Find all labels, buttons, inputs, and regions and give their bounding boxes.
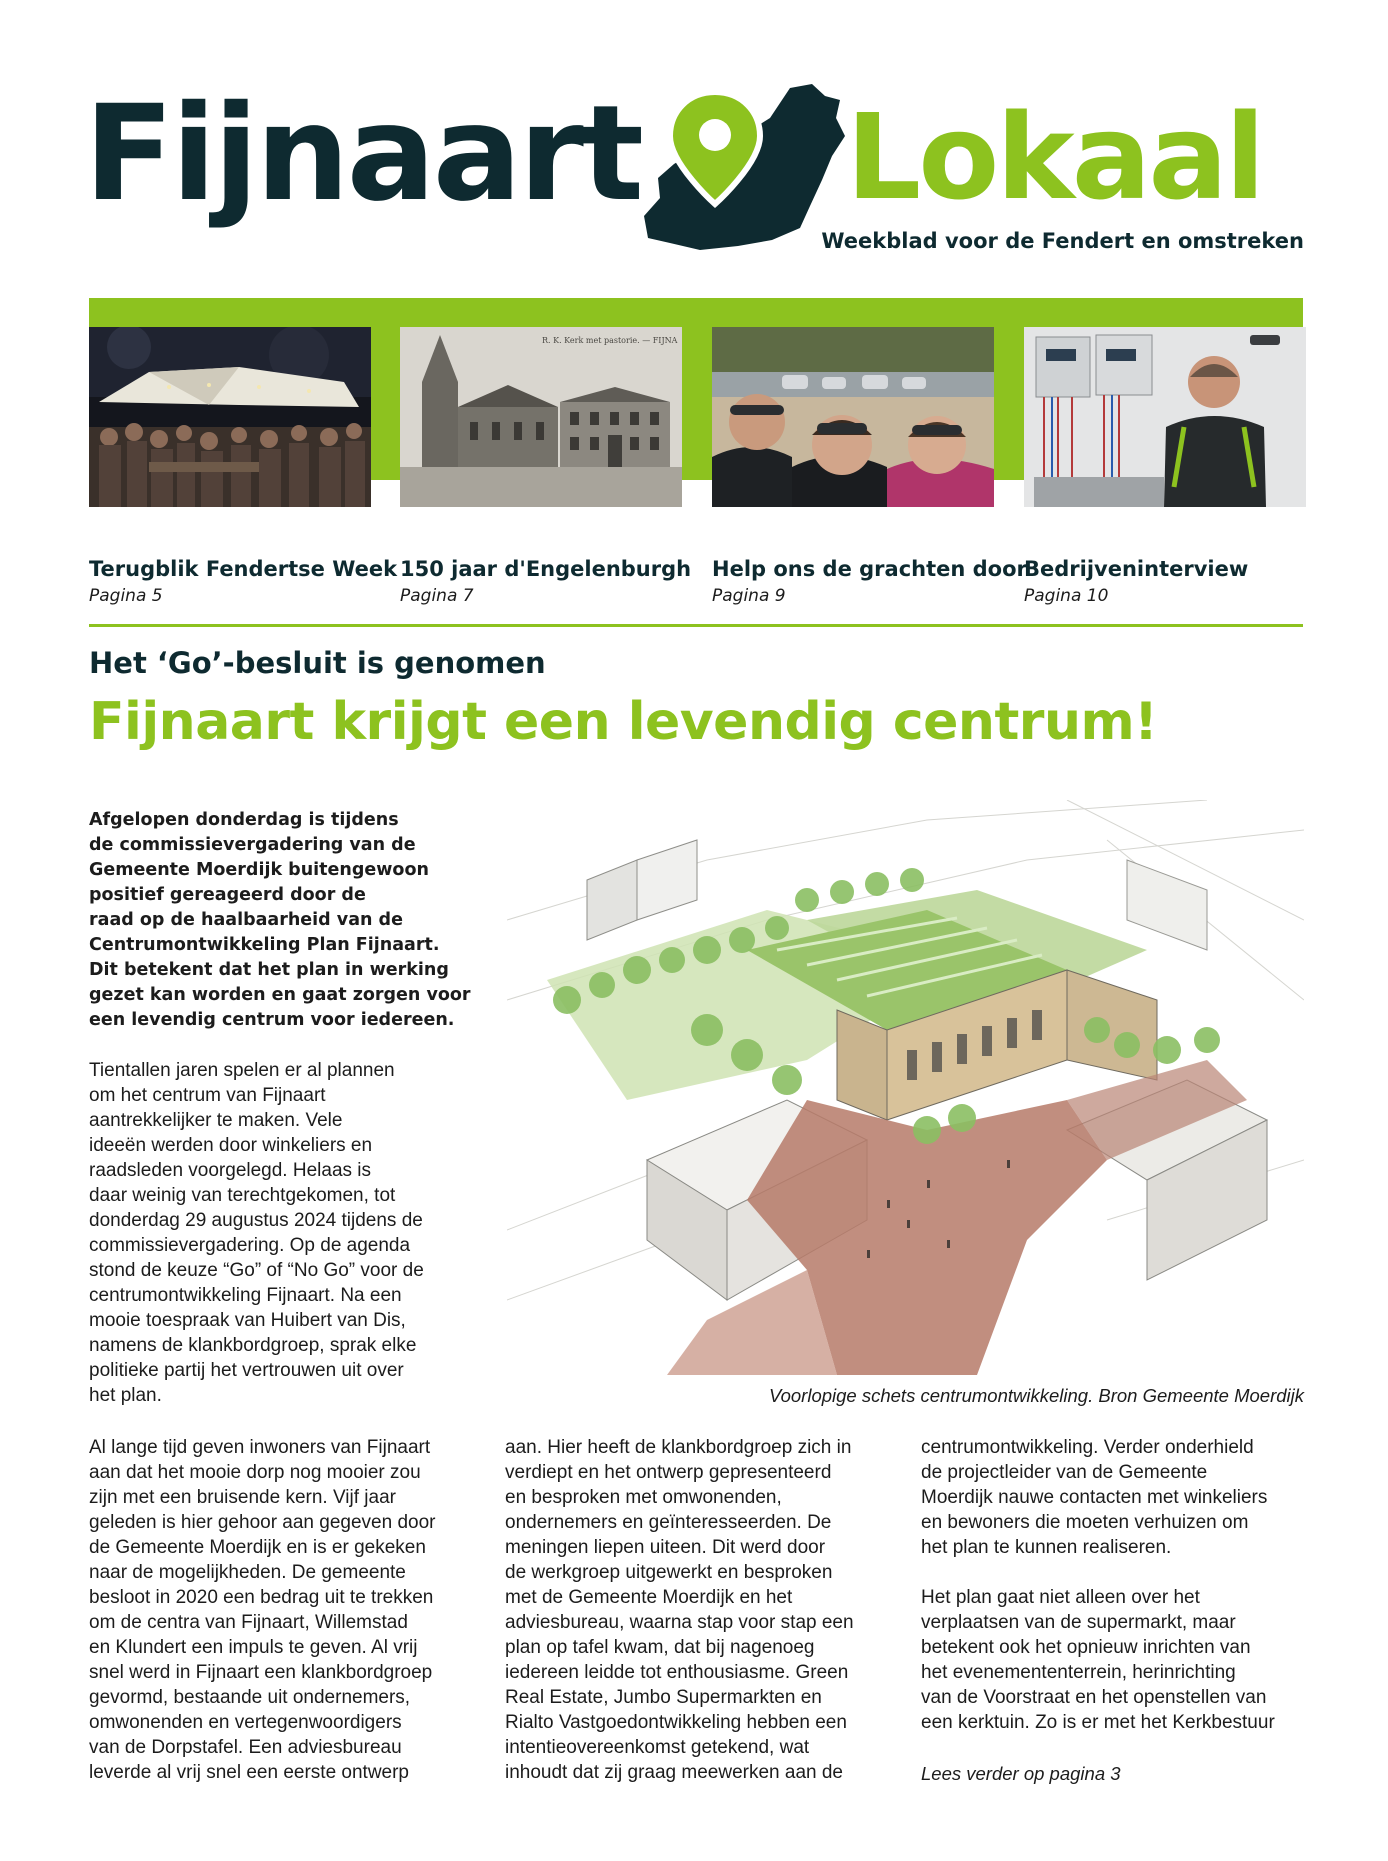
teaser-photo-engelenburgh[interactable]: [400, 327, 682, 507]
teaser-title-3[interactable]: Help ons de grachten door: [712, 557, 1027, 581]
intro-line: commissievergadering. Op de agenda: [89, 1235, 411, 1256]
col1-line: de Gemeente Moerdijk en is er gekeken: [89, 1537, 426, 1558]
intro-line: mooie toespraak van Huibert van Dis,: [89, 1310, 406, 1331]
teaser-title-4[interactable]: Bedrijveninterview: [1024, 557, 1249, 581]
intro-line: stond de keuze “Go” of “No Go” voor de: [89, 1260, 424, 1281]
article-intro: [89, 1058, 489, 1408]
section-divider: [89, 624, 1303, 627]
intro-line: om het centrum van Fijnaart: [89, 1085, 326, 1106]
col2-line: plan op tafel kwam, dat bij nagenoeg: [505, 1637, 815, 1658]
col2-line: verdiept en het ontwerp gepresenteerd: [505, 1462, 832, 1483]
col3-line: de projectleider van de Gemeente: [921, 1462, 1208, 1483]
intro-line: centrumontwikkeling Fijnaart. Na een: [89, 1285, 402, 1306]
col1-line: van de Dorpstafel. Een adviesbureau: [89, 1737, 402, 1758]
intro-line: Tientallen jaren spelen er al plannen: [89, 1060, 395, 1081]
col2-line: inhoudt dat zij graag meewerken aan de: [505, 1762, 844, 1783]
teaser-page-2: Pagina 7: [400, 586, 474, 606]
col3-line: centrumontwikkeling. Verder onderhield: [921, 1437, 1254, 1458]
intro-line: donderdag 29 augustus 2024 tijdens de: [89, 1210, 423, 1231]
col2-line: Real Estate, Jumbo Supermarkten en: [505, 1687, 822, 1708]
article-headline: Fijnaart krijgt een levendig centrum!: [89, 692, 1158, 752]
lead-line: positief gereageerd door de: [89, 885, 366, 905]
col1-line: zijn met een bruisende kern. Vijf jaar: [89, 1487, 396, 1508]
col3-line: het plan te kunnen realiseren.: [921, 1537, 1172, 1558]
article-column-1: [89, 1435, 489, 1785]
col3-line: verplaatsen van de supermarkt, maar: [921, 1612, 1236, 1633]
intro-line: namens de klankbordgroep, sprak elke: [89, 1335, 417, 1356]
article-kicker: Het ‘Go’-besluit is genomen: [89, 646, 546, 680]
lead-line: de commissievergadering van de: [89, 835, 416, 855]
teaser-photo-grachten[interactable]: [712, 327, 994, 507]
article-lead: [89, 808, 489, 1033]
col3-line: betekent ook het opnieuw inrichten van: [921, 1637, 1251, 1658]
continued-on-page-link[interactable]: Lees verder op pagina 3: [921, 1763, 1121, 1784]
col3-line: van de Voorstraat en het openstellen van: [921, 1687, 1267, 1708]
col1-line: naar de mogelijkheden. De gemeente: [89, 1562, 406, 1583]
col3-line: een kerktuin. Zo is er met het Kerkbestuur: [921, 1712, 1275, 1733]
col1-line: besloot in 2020 een bedrag uit te trekken: [89, 1587, 434, 1608]
lead-line: Centrumontwikkeling Plan Fijnaart.: [89, 935, 440, 955]
lead-line: Dit betekent dat het plan in werking: [89, 960, 449, 980]
centrum-sketch-image: [507, 800, 1304, 1375]
lead-line: raad op de haalbaarheid van de: [89, 910, 403, 930]
col2-line: intentieovereenkomst getekend, wat: [505, 1737, 810, 1758]
col1-line: Al lange tijd geven inwoners van Fijnaart: [89, 1437, 431, 1458]
teaser-page-1: Pagina 5: [89, 586, 163, 606]
col1-line: gevormd, bestaande uit ondernemers,: [89, 1687, 411, 1708]
col2-line: en besproken met omwonenden,: [505, 1487, 782, 1508]
image-caption: Voorlopige schets centrumontwikkeling. Bron Gemeente Moerdijk: [768, 1385, 1304, 1406]
col2-line: met de Gemeente Moerdijk en het: [505, 1587, 793, 1608]
col3-line: Moerdijk nauwe contacten met winkeliers: [921, 1487, 1268, 1508]
col1-line: leverde al vrij snel een eerste ontwerp: [89, 1762, 410, 1783]
col1-line: omwonenden en vertegenwoordigers: [89, 1712, 402, 1733]
map-pin-logo-icon: [640, 78, 850, 253]
col2-line: adviesbureau, waarna stap voor stap een: [505, 1612, 854, 1633]
masthead-tagline: Weekblad voor de Fendert en omstreken: [821, 229, 1304, 253]
teaser-photo-fendertse-week[interactable]: [89, 327, 371, 507]
col2-line: Rialto Vastgoedontwikkeling hebben een: [505, 1712, 847, 1733]
col1-line: en Klundert een impuls te geven. Al vrij: [89, 1637, 418, 1658]
article-column-3: [921, 1435, 1321, 1735]
lead-line: Afgelopen donderdag is tijdens: [89, 810, 399, 830]
intro-line: politieke partij het vertrouwen uit over: [89, 1360, 404, 1381]
masthead-title-lokaal: Lokaal: [846, 88, 1263, 226]
teaser-photo-bedrijveninterview[interactable]: [1024, 327, 1306, 507]
lead-line: gezet kan worden en gaat zorgen voor: [89, 985, 471, 1005]
col3-line: en bewoners die moeten verhuizen om: [921, 1512, 1249, 1533]
col1-line: aan dat het mooie dorp nog mooier zou: [89, 1462, 421, 1483]
lead-line: Gemeente Moerdijk buitengewoon: [89, 860, 429, 880]
col2-line: meningen liepen uiteen. Dit werd door: [505, 1537, 826, 1558]
col2-line: aan. Hier heeft de klankbordgroep zich in: [505, 1437, 852, 1458]
col1-line: snel werd in Fijnaart een klankbordgroep: [89, 1662, 433, 1683]
col3-line: Het plan gaat niet alleen over het: [921, 1587, 1200, 1608]
teaser-title-1[interactable]: Terugblik Fendertse Week: [89, 557, 398, 581]
teaser-title-2[interactable]: 150 jaar d'Engelenburgh: [400, 557, 692, 581]
col1-line: om de centra van Fijnaart, Willemstad: [89, 1612, 408, 1633]
col1-line: geleden is hier gehoor aan gegeven door: [89, 1512, 436, 1533]
intro-line: daar weinig van terechtgekomen, tot: [89, 1185, 396, 1206]
intro-line: aantrekkelijker te maken. Vele: [89, 1110, 343, 1131]
col2-line: de werkgroep uitgewerkt en besproken: [505, 1562, 833, 1583]
lead-line: een levendig centrum voor iedereen.: [89, 1010, 455, 1030]
intro-line: raadsleden voorgelegd. Helaas is: [89, 1160, 372, 1181]
teaser-page-4: Pagina 10: [1024, 586, 1109, 606]
intro-line: ideeën werden door winkeliers en: [89, 1135, 373, 1156]
col2-line: ondernemers en geïnteresseerden. De: [505, 1512, 832, 1533]
masthead-title-fijnaart: Fijnaart: [84, 77, 641, 231]
col2-line: iedereen leidde tot enthousiasme. Green: [505, 1662, 849, 1683]
article-column-2: [505, 1435, 905, 1785]
postcard-caption: R. K. Kerk met pastorie. — FIJNA: [542, 336, 678, 345]
col3-line: het evenemententerrein, herinrichting: [921, 1662, 1236, 1683]
intro-line: het plan.: [89, 1385, 162, 1406]
teaser-page-3: Pagina 9: [712, 586, 786, 606]
